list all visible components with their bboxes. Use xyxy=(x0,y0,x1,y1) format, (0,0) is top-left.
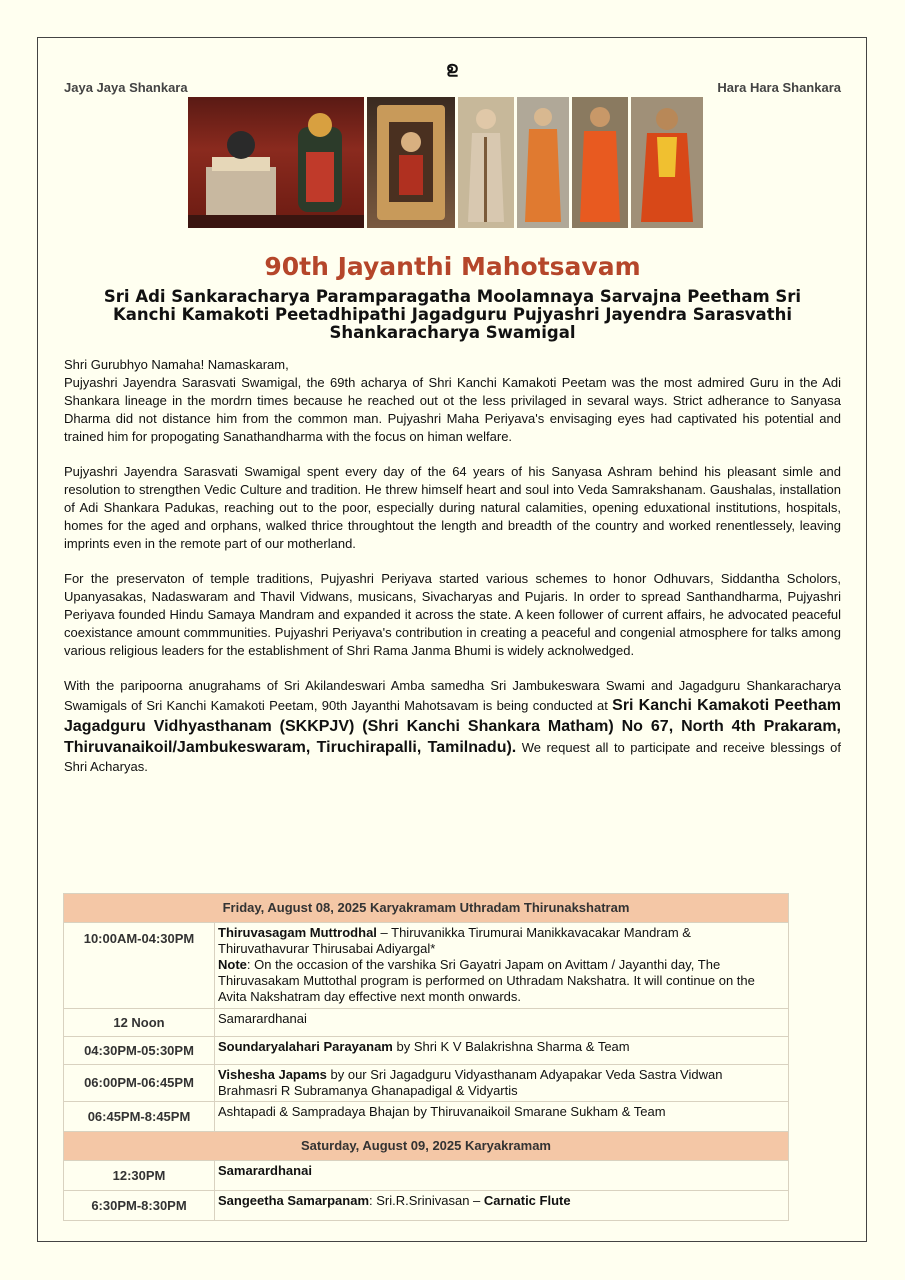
paragraph-4-closing: We request all to participate and receive blessings of Shri Acharyas. xyxy=(64,740,841,774)
event-time: 10:00AM-04:30PM xyxy=(64,923,215,1009)
table-row xyxy=(64,1009,789,1037)
event-highlight: Carnatic Flute xyxy=(483,1193,571,1208)
event-details xyxy=(215,1065,789,1102)
paragraph-1: Pujyashri Jayendra Sarasvati Swamigal, the 69th acharya of Shri Kanchi Kamakoti Peetam was the most admired Guru in the Adi Shankara lineage in the mordrn times because he reached out ot the less privilaged in sevaral ways. Strict adherance to Sanyasa Dharma did not distance him from the common man. Pujyashri Maha Periyava's envisaging eyes had captivated his potential and trained him for propogating Sanathandharma with the focus on himan welfare. xyxy=(64,375,841,444)
event-time: 12:30PM xyxy=(64,1161,215,1191)
event-details: Samarardhanai xyxy=(215,1009,789,1037)
event-time: 6:30PM-8:30PM xyxy=(64,1191,215,1221)
event-title: Thiruvasagam Muttrodhal xyxy=(218,925,377,940)
page-subtitle: Sri Adi Sankaracharya Paramparagatha Moolamnaya Sarvajna Peetham Sri Kanchi Kamakoti Peetadhipathi Jagadguru Pujyashri Jayendra Sarasvathi Shankaracharya Swamigal xyxy=(103,287,802,342)
event-details xyxy=(215,1037,789,1065)
event-details xyxy=(215,923,789,1009)
acharya-photo-4 xyxy=(631,97,703,228)
table-row xyxy=(64,1161,789,1191)
event-title: Sangeetha Samarpanam xyxy=(218,1193,370,1208)
event-details xyxy=(215,1191,789,1221)
deity-photo-2 xyxy=(367,97,455,228)
note-label: Note xyxy=(218,957,247,972)
table-row xyxy=(64,1037,789,1065)
event-desc: – Thiruvanikka Tirumurai Manikkavacakar Mandram & Thiruvathavurar Thirusabai Adiyargal* xyxy=(218,925,691,956)
event-details xyxy=(215,1161,789,1191)
event-title: Soundaryalahari Parayanam xyxy=(218,1039,393,1054)
note-text: : On the occasion of the varshika Sri Gayatri Japam on Avittam / Jayanthi day, The Thiruvasakam Muttothal program is performed on Uthradam Nakshatra. It will continue on the Avita Nakshatram day effective next month onwards. xyxy=(218,957,755,1004)
event-title: Samarardhanai xyxy=(218,1163,312,1178)
event-time: 12 Noon xyxy=(64,1009,215,1037)
schedule-table xyxy=(63,893,789,1221)
greeting: Shri Gurubhyo Namaha! Namaskaram, xyxy=(64,357,289,372)
acharya-photo-3 xyxy=(572,97,628,228)
day1-heading: Friday, August 08, 2025 Karyakramam Uthradam Thirunakshatram xyxy=(64,894,789,923)
paragraph-4 xyxy=(64,677,841,776)
deity-photo-1 xyxy=(188,97,364,228)
event-title: Vishesha Japams xyxy=(218,1067,327,1082)
acharya-photo-1 xyxy=(458,97,514,228)
paragraph-2: Pujyashri Jayendra Sarasvati Swamigal spent every day of the 64 years of his Sanyasa Ashram behind his pleasant simle and resolution to strengthen Vedic Culture and tradition. He threw himself heart and soul into Veda Samrakshanam. Gaushalas, installation of Adi Shankara Padukas, reaching out to the poor, especially during natural calamities, opening eduxational institutions, hospitals, homes for the aged and orphans, walked thrice throughtout the length and breadth of the country and worked renentlessely, leaving imprints even in the remote part of our motherland. xyxy=(64,464,841,551)
table-row xyxy=(64,1102,789,1132)
acharya-photo-2 xyxy=(517,97,569,228)
table-row xyxy=(64,923,789,1009)
photo-strip xyxy=(188,97,717,228)
paragraph-3: For the preservaton of temple traditions, Pujyashri Periyava started various schemes to honor Odhuvars, Siddantha Scholors, Upanyasakas, Nadaswaram and Thavil Vidwans, musicans, Sivacharyas and Pujaris. In order to spread Santhandharma, Pujyashri Periyava founded Hindu Samaya Mandram and expanded it across the state. A keen follower of current affairs, he advocated peaceful coexistance amount commmunities. Pujyashri Periyava's contribution in creating a peaceful and congenial atmosphere for talks among various religious leaders for the establishment of Shri Rama Janma Bhumi is widely acknolwedged. xyxy=(64,571,841,658)
event-desc: by our Sri Jagadguru Vidyasthanam Adyapakar Veda Sastra Vidwan Brahmasri R Subramanya Ghanapadigal & Vidyartis xyxy=(218,1067,723,1098)
day2-heading: Saturday, August 09, 2025 Karyakramam xyxy=(64,1132,789,1161)
table-row xyxy=(64,1065,789,1102)
event-time: 06:00PM-06:45PM xyxy=(64,1065,215,1102)
paragraph-4-intro: With the paripoorna anugrahams of Sri Akilandeswari Amba samedha Sri Jambukeswara Swami and Jagadguru Shankaracharya Swamigals of Sri Kanchi Kamakoti Peetam, 90th Jayanthi Mahotsavam is being conducted at xyxy=(64,678,841,713)
venue-address: Sri Kanchi Kamakoti Peetham Jagadguru Vidhyasthanam (SKKPJV) (Shri Kanchi Shankara Matham) No 67, North 4th Prakaram, Thiruvanaikoil/Jambukeswaram, Tiruchirapalli, Tamilnadu). xyxy=(64,697,841,756)
header-right-salutation: Hara Hara Shankara xyxy=(717,80,841,95)
header-left-salutation: Jaya Jaya Shankara xyxy=(64,80,188,95)
event-time: 06:45PM-8:45PM xyxy=(64,1102,215,1132)
page-title: 90th Jayanthi Mahotsavam xyxy=(264,252,641,281)
om-symbol: ഉ xyxy=(446,58,458,77)
event-desc: by Shri K V Balakrishna Sharma & Team xyxy=(392,1039,630,1054)
event-desc: : Sri.R.Srinivasan – xyxy=(369,1193,484,1208)
event-details: Ashtapadi & Sampradaya Bhajan by Thiruvanaikoil Smarane Sukham & Team xyxy=(215,1102,789,1132)
table-row xyxy=(64,1191,789,1221)
event-time: 04:30PM-05:30PM xyxy=(64,1037,215,1065)
body-text xyxy=(64,356,841,776)
